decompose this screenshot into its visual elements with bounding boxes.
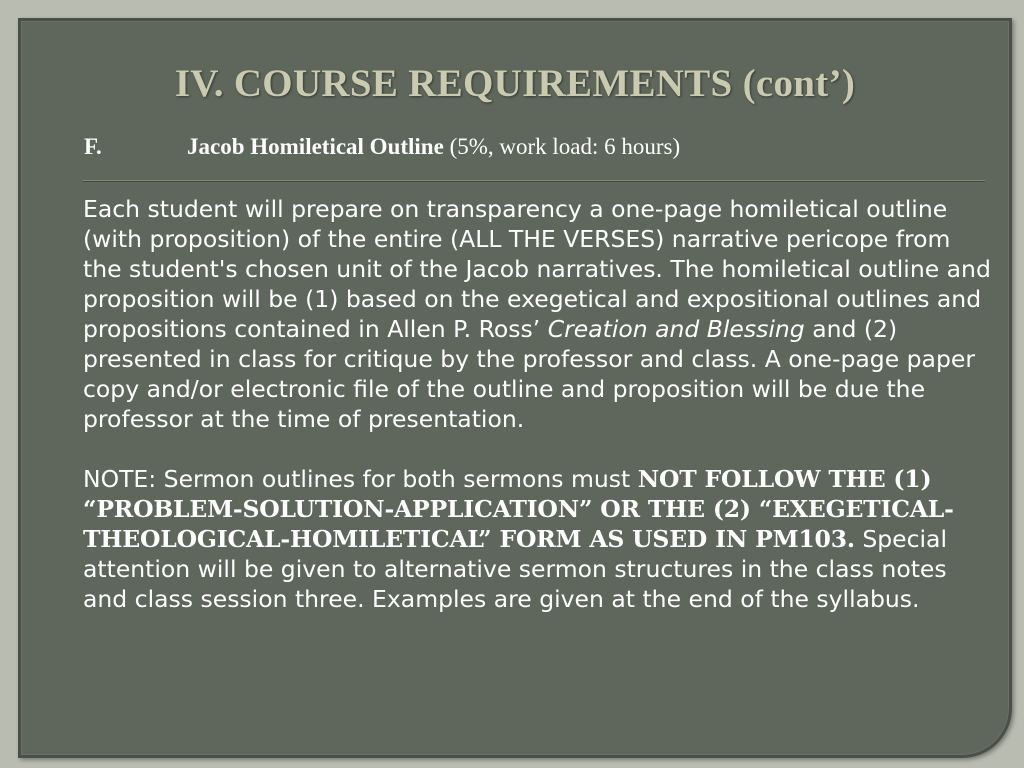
paragraph-assignment — [83, 194, 995, 434]
paragraph-assignment-text-b: and (2) presented in class for critique by the professor and class. A one-page paper copy and/or electronic file of the outline and proposition will be due the professor at the time of presentation. — [83, 315, 975, 433]
body-content — [83, 194, 995, 614]
paragraph-note-text-b: Special attention will be given to alternative sermon structures in the class notes and class session three. Examples are given at the end of the syllabus. — [83, 525, 947, 613]
paragraph-assignment-text-a: Each student will prepare on transparency a one-page homiletical outline (with proposition) of the entire (ALL THE VERSES) narrative pericope from the student's chosen unit of the Jacob narratives. The homiletical outline and proposition will be (1) based on the exegetical and expositional outlines and propositions contained in Allen P. Ross’ — [83, 195, 991, 343]
section-letter: F. — [84, 134, 102, 159]
paragraph-note — [83, 464, 995, 614]
book-title: Creation and Blessing — [547, 315, 805, 343]
section-detail: (5%, work load: 6 hours) — [443, 134, 681, 159]
paragraph-note-text-a: NOTE: Sermon outlines for both sermons must — [83, 465, 638, 493]
slide-title: IV. COURSE REQUIREMENTS (cont’) — [174, 62, 856, 105]
section-title: Jacob Homiletical Outline — [187, 134, 444, 159]
divider — [83, 180, 985, 182]
note-emphasis: NOT FOLLOW THE (1) “PROBLEM-SOLUTION-APPLICATION” OR THE (2) “EXEGETICAL-THEOLOGICAL-HOMILETICAL” FORM AS USED IN PM103. — [83, 465, 954, 553]
section-heading — [84, 134, 680, 160]
slide — [18, 18, 1012, 758]
